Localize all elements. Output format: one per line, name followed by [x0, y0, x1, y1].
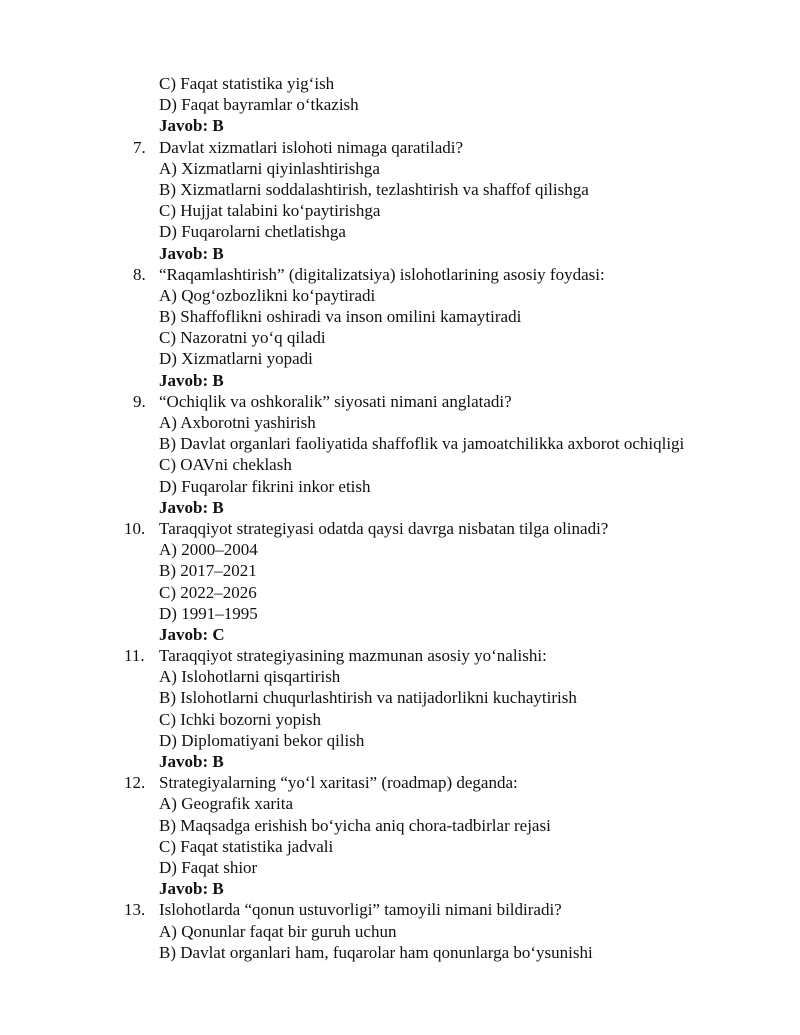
- option-d: D) Faqat shior: [159, 857, 258, 877]
- question-text: Taraqqiyot strategiyasining mazmunan asosiy yo‘nalishi:: [159, 646, 547, 666]
- question-11: [0, 645, 800, 666]
- question-text: Taraqqiyot strategiyasi odatda qaysi davrga nisbatan tilga olinadi?: [159, 518, 609, 538]
- option-a: A) Qog‘ozbozlikni ko‘paytiradi: [159, 285, 376, 305]
- question-text: “Raqamlashtirish” (digitalizatsiya) islohotlarining asosiy foydasi:: [159, 264, 605, 284]
- option-b: B) 2017–2021: [159, 561, 257, 581]
- question-text: Strategiyalarning “yo‘l xaritasi” (roadmap) deganda:: [159, 773, 518, 793]
- question-8: [0, 264, 800, 285]
- question-9: [0, 391, 800, 412]
- option-d: D) 1991–1995: [159, 603, 258, 623]
- document-page: [0, 73, 800, 963]
- option-c: C) Ichki bozorni yopish: [159, 709, 321, 729]
- answer: Javob: B: [159, 879, 224, 899]
- option-b: B) Davlat organlari ham, fuqarolar ham qonunlarga bo‘ysunishi: [159, 942, 593, 962]
- option-a: A) Geografik xarita: [159, 794, 294, 814]
- option-a: A) Axborotni yashirish: [159, 413, 316, 432]
- answer: Javob: C: [159, 624, 225, 644]
- option-c: C) Faqat statistika jadvali: [159, 836, 334, 856]
- question-number: 8.: [133, 264, 146, 284]
- option-d: D) Fuqarolarni chetlatishga: [159, 222, 346, 242]
- question-12: [0, 772, 800, 793]
- option-d: D) Faqat bayramlar o‘tkazish: [159, 95, 359, 115]
- option-a: A) Xizmatlarni qiyinlashtirishga: [159, 158, 380, 178]
- answer: Javob: B: [159, 497, 224, 517]
- question-number: 13.: [124, 900, 146, 920]
- option-b: B) Shaffoflikni oshiradi va inson omilini kamaytiradi: [159, 307, 522, 327]
- option-c: C) Nazoratni yo‘q qiladi: [159, 328, 326, 348]
- answer: Javob: B: [159, 243, 224, 263]
- question-number: 9.: [133, 391, 146, 411]
- option-b: B) Davlat organlari faoliyatida shaffoflik va jamoatchilikka axborot ochiqligi: [159, 434, 685, 454]
- answer: Javob: B: [159, 752, 224, 771]
- option-d: D) Xizmatlarni yopadi: [159, 349, 313, 369]
- option-a: A) Islohotlarni qisqartirish: [159, 667, 341, 687]
- option-a: A) 2000–2004: [159, 540, 258, 560]
- option-a: A) Qonunlar faqat bir guruh uchun: [159, 921, 397, 941]
- option-c: C) 2022–2026: [159, 582, 257, 602]
- answer: Javob: B: [159, 370, 224, 390]
- question-10: [0, 518, 800, 539]
- option-d: D) Diplomatiyani bekor qilish: [159, 730, 365, 750]
- option-b: B) Islohotlarni chuqurlashtirish va natijadorlikni kuchaytirish: [159, 688, 577, 708]
- question-number: 12.: [124, 773, 146, 793]
- question-text: Islohotlarda “qonun ustuvorligi” tamoyili nimani bildiradi?: [159, 900, 562, 920]
- question-number: 10.: [124, 518, 146, 538]
- option-c: C) OAVni cheklash: [159, 455, 292, 475]
- question-number: 7.: [133, 137, 146, 157]
- option-d: D) Fuqarolar fikrini inkor etish: [159, 476, 371, 496]
- option-b: B) Maqsadga erishish bo‘yicha aniq chora-tadbirlar rejasi: [159, 815, 551, 835]
- answer: Javob: B: [159, 116, 224, 136]
- question-text: “Ochiqlik va oshkoralik” siyosati nimani anglatadi?: [159, 391, 512, 411]
- option-c: C) Faqat statistika yig‘ish: [159, 74, 335, 93]
- option-c: C) Hujjat talabini ko‘paytirishga: [159, 201, 381, 221]
- question-13: [0, 899, 800, 920]
- question-7: [0, 137, 800, 158]
- question-number: 11.: [124, 646, 145, 666]
- option-b: B) Xizmatlarni soddalashtirish, tezlashtirish va shaffof qilishga: [159, 179, 589, 199]
- question-text: Davlat xizmatlari islohoti nimaga qaratiladi?: [159, 137, 464, 157]
